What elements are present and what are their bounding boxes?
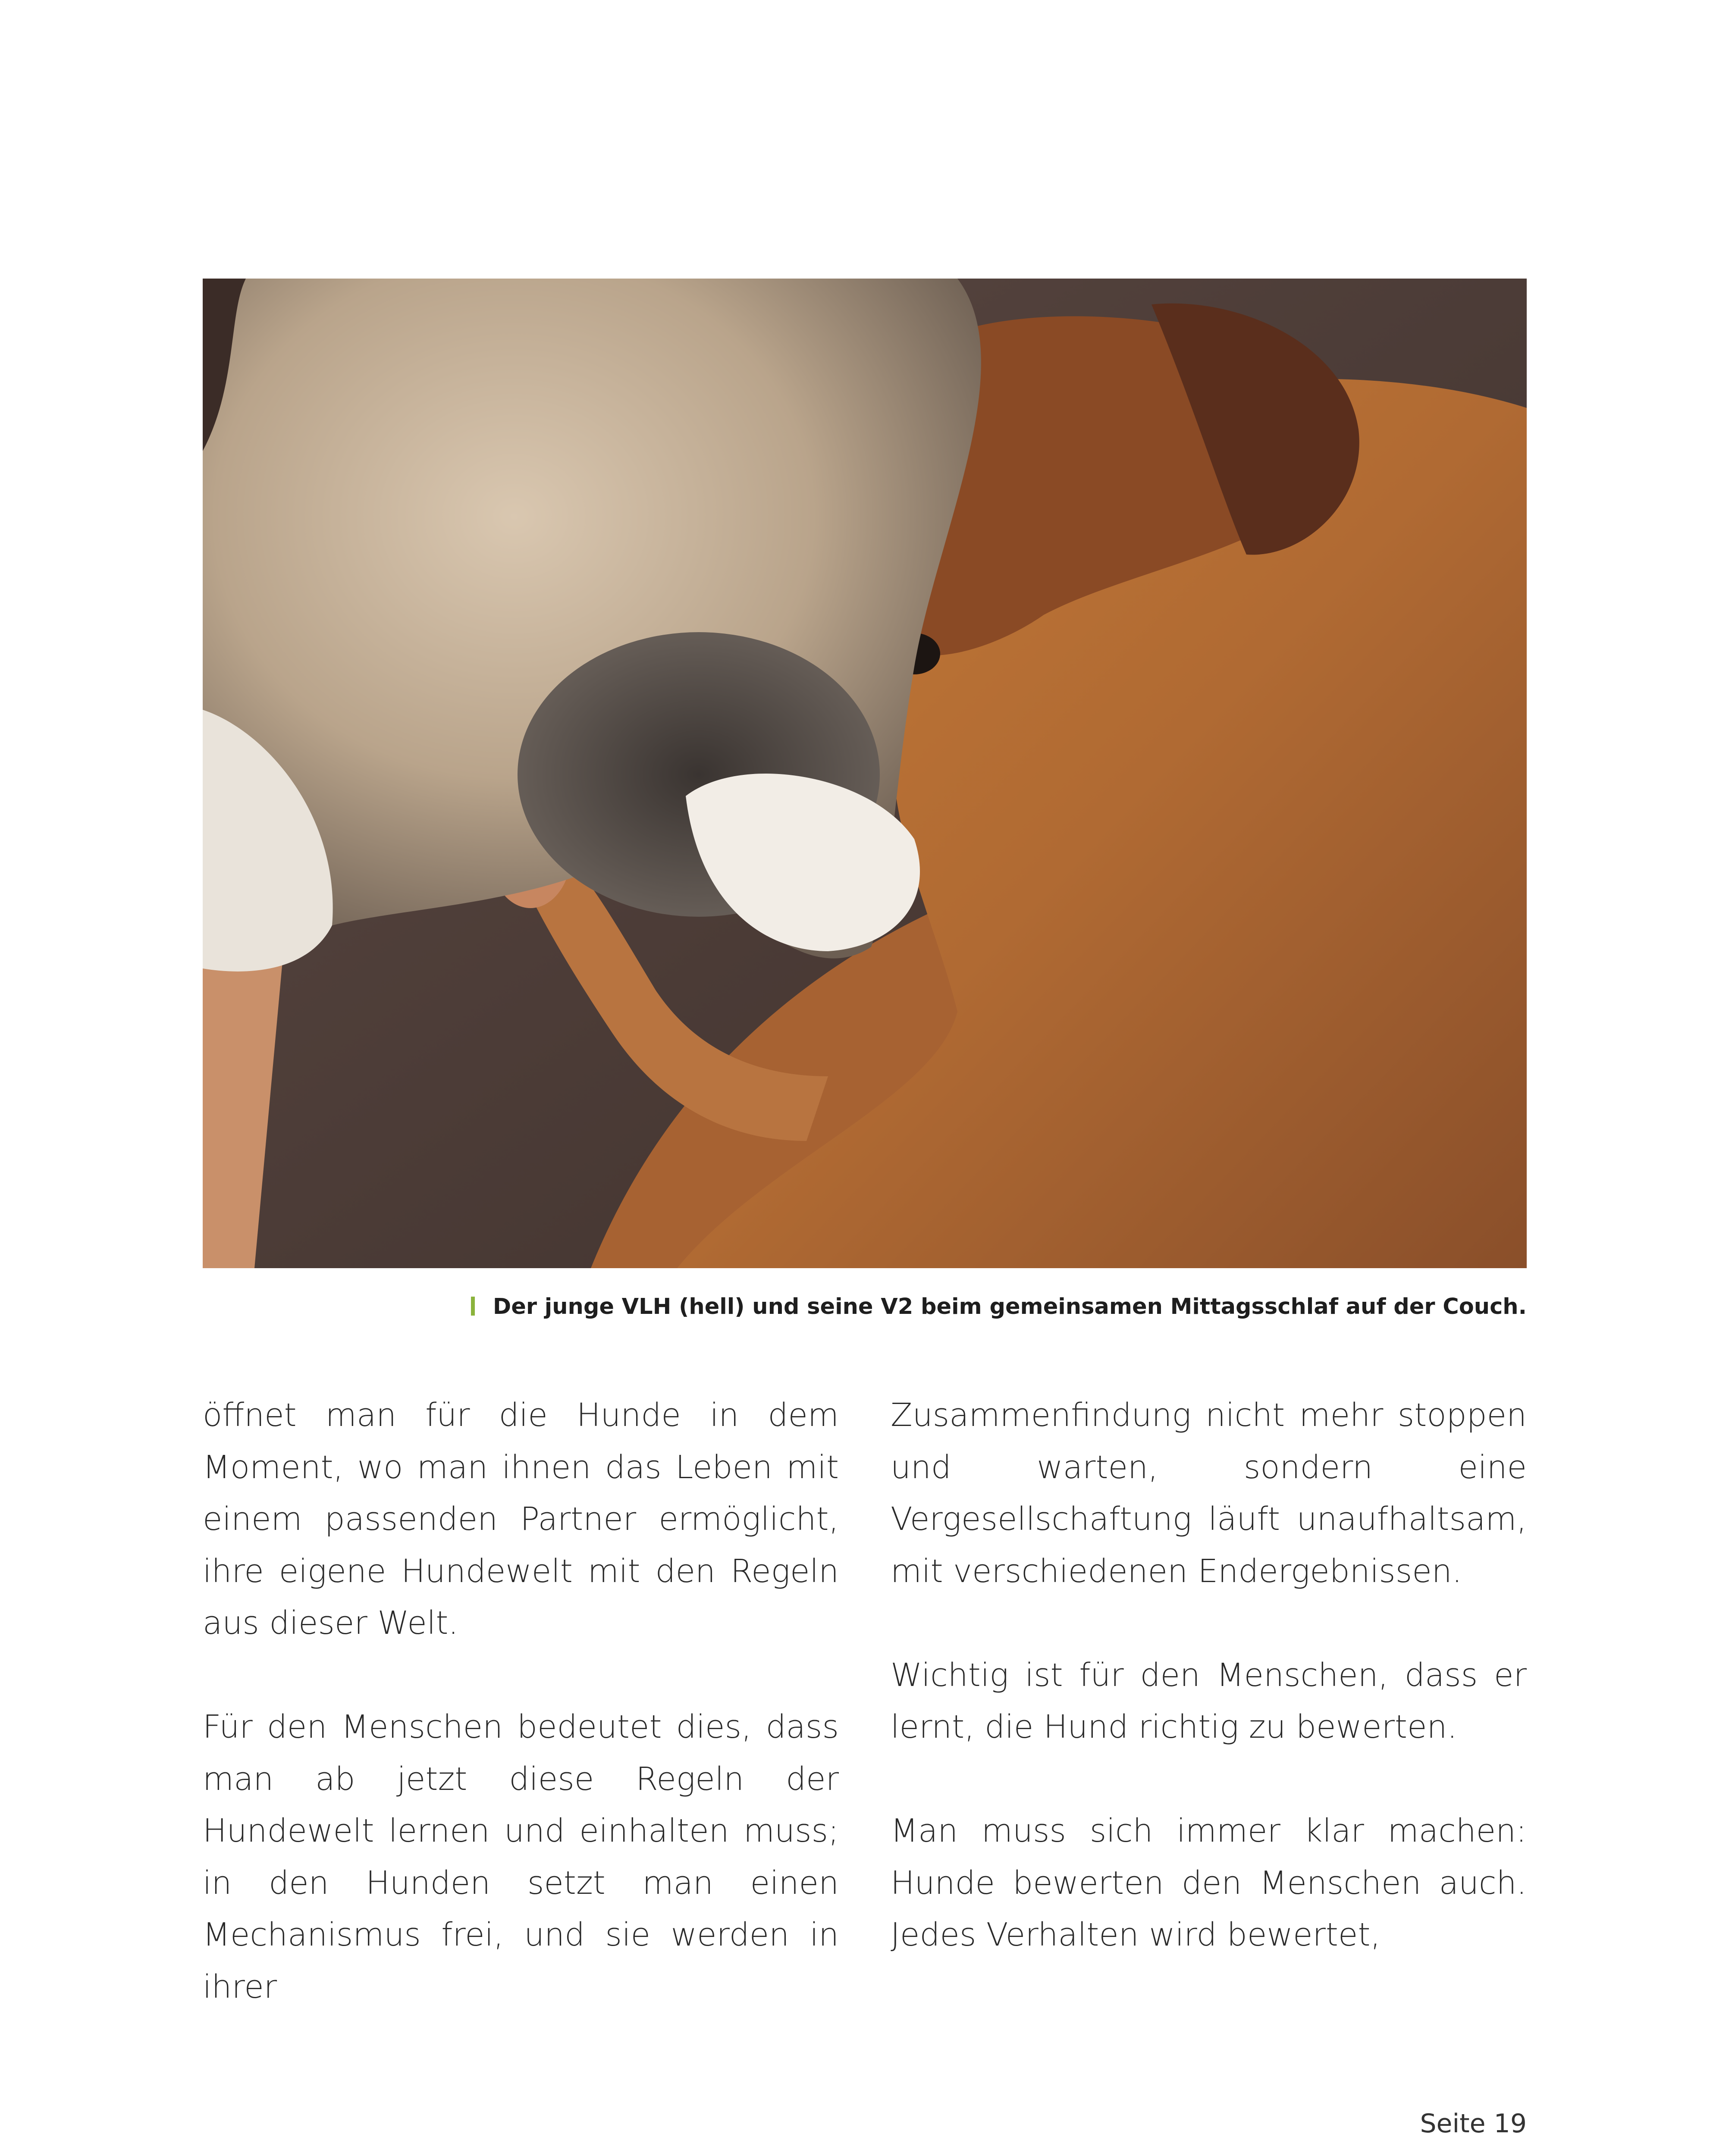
dogs-photo [203,279,1527,1268]
paragraph: Wichtig ist für den Menschen, dass er lernt, die Hund richtig zu bewerten. [891,1656,1527,1745]
paragraph: Zusammenfindung nicht mehr stoppen und warten, sondern eine Vergesellschaftung läuft unaufhaltsam, mit verschiedenen Endergebnissen. [891,1397,1527,1590]
photo-caption [203,1292,1527,1322]
caption-text: Der junge VLH (hell) und seine V2 beim gemeinsamen Mittagsschlaf auf der Couch. [493,1294,1527,1319]
photo-two-dogs-sleeping [203,279,1527,1268]
left-text-column [203,1389,839,2065]
caption-accent-bar [471,1297,475,1316]
paragraph: Man muss sich immer klar machen: Hunde bewerten den Menschen auch. Jedes Verhalten wird bewertet, [891,1812,1527,1953]
paragraph: öffnet man für die Hunde in dem Moment, wo man ihnen das Leben mit einem passenden Partner ermöglicht, ihre eigene Hundewelt mit den Regeln aus dieser Welt. [203,1397,839,1642]
right-text-column [891,1389,1527,2013]
page-number: Seite 19 [1420,2109,1527,2139]
paragraph: Für den Menschen bedeutet dies, dass man ab jetzt diese Regeln der Hundewelt lernen und einhalten muss; in den Hunden setzt man einen Mechanismus frei, und sie werden in ihrer [203,1708,839,2006]
